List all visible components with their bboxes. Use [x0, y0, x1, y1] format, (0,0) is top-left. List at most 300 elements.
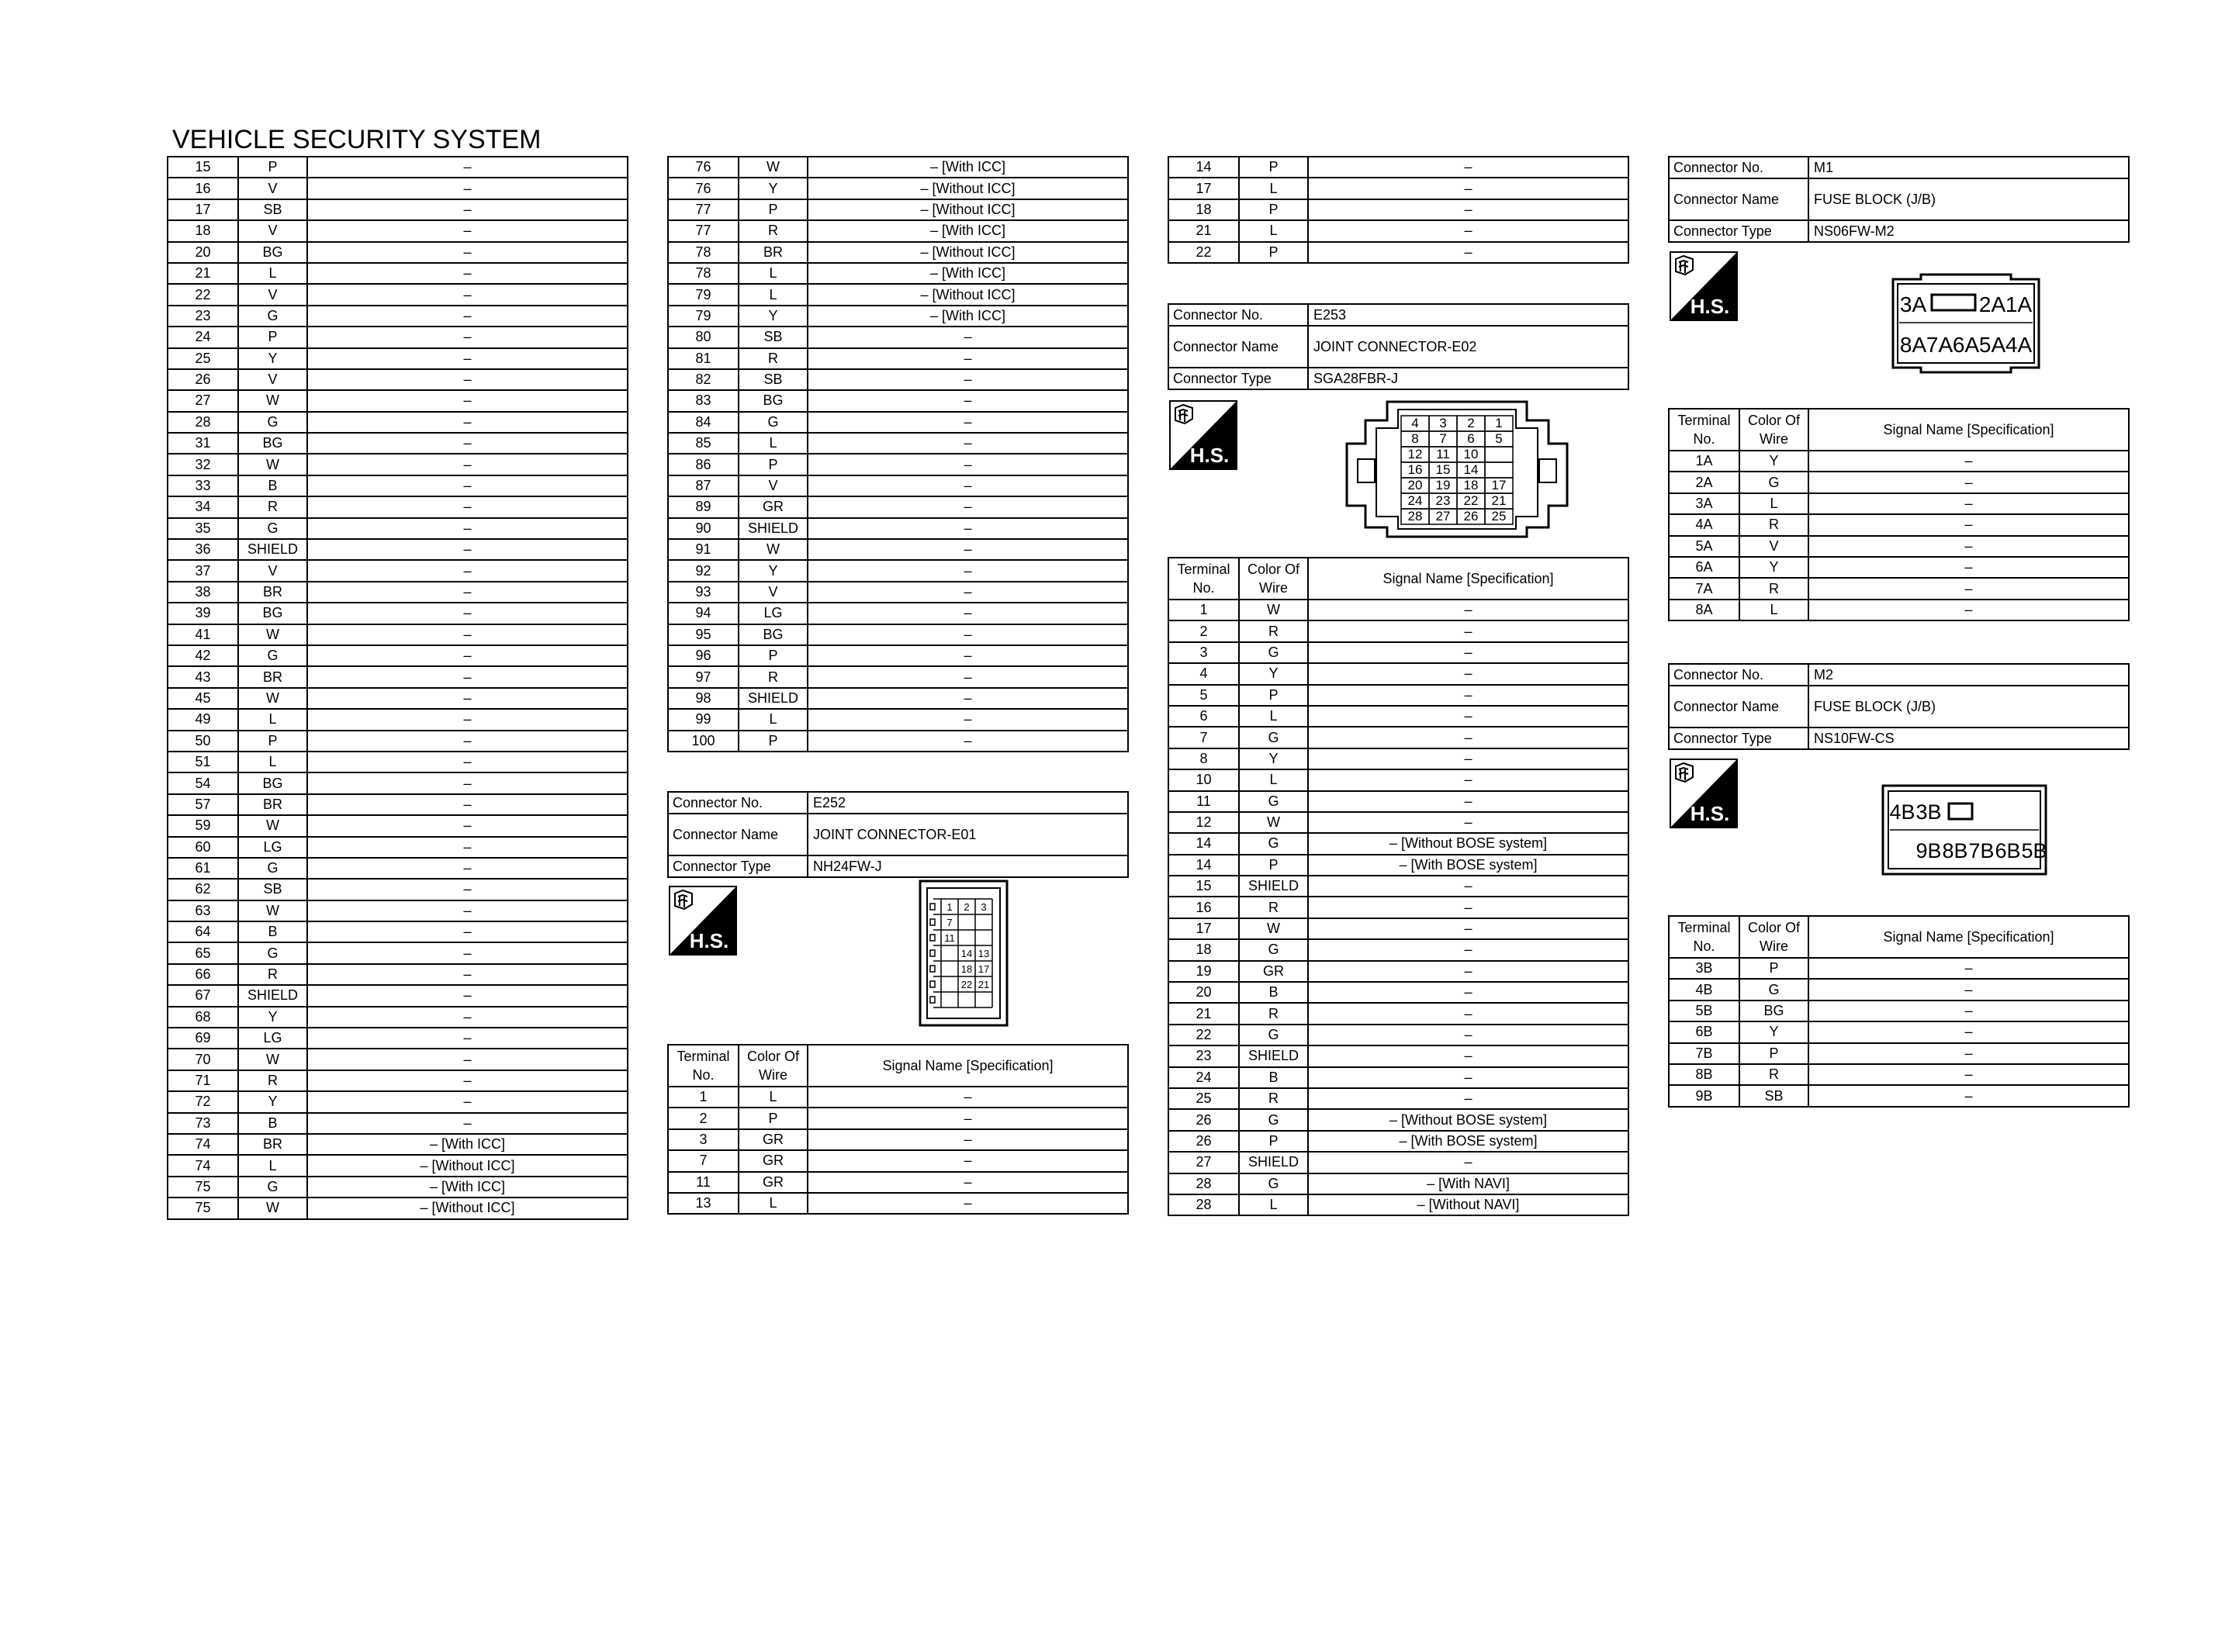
wire-color: P — [739, 645, 808, 666]
signal-name: – — [307, 1049, 628, 1070]
wire-color: P — [739, 199, 808, 220]
signal-name: – — [307, 412, 628, 433]
signal-name: – [Without ICC] — [808, 242, 1128, 263]
terminal-no: 94 — [668, 603, 739, 624]
wire-color: P — [1739, 958, 1808, 979]
table-row — [168, 1134, 628, 1155]
table-row — [668, 539, 1128, 560]
signal-name: – — [307, 284, 628, 305]
wire-color: R — [739, 220, 808, 241]
pin-label: 11 — [944, 932, 955, 944]
terminal-no: 35 — [168, 518, 238, 539]
terminal-no: 79 — [668, 306, 739, 327]
pin-label: 2A — [1978, 292, 2006, 316]
terminal-no: 100 — [668, 731, 739, 752]
header-signal-name: Signal Name [Specification] — [808, 1045, 1128, 1087]
wire-color: GR — [739, 496, 808, 517]
terminal-no: 82 — [668, 369, 739, 390]
header-signal-name: Signal Name [Specification] — [1808, 409, 2129, 451]
pin-label: 8A — [1899, 333, 1927, 357]
signal-name: – — [1308, 961, 1628, 982]
pin-label: 23 — [1435, 493, 1451, 508]
signal-name: – — [1308, 939, 1628, 960]
signal-name: – — [1308, 1003, 1628, 1024]
signal-name: – — [808, 1150, 1128, 1171]
pin-label: 10 — [1463, 447, 1479, 461]
terminal-table-m1 — [1668, 408, 2130, 621]
signal-name: – — [307, 900, 628, 921]
table-row — [668, 666, 1128, 687]
pin-label: 4 — [1411, 416, 1419, 430]
connector-no: M2 — [1808, 664, 2129, 686]
svg-text:H.S.: H.S. — [1189, 444, 1230, 467]
wire-color: B — [1239, 1067, 1308, 1088]
table-row — [168, 1198, 628, 1218]
terminal-no: 8B — [1669, 1064, 1739, 1085]
signal-name: – — [808, 603, 1128, 624]
terminal-no: 22 — [1168, 242, 1239, 263]
table-row — [1168, 982, 1628, 1003]
wire-color: G — [1239, 1025, 1308, 1045]
terminal-no: 72 — [168, 1091, 238, 1112]
table-row — [1168, 199, 1628, 220]
signal-name: – — [1308, 1152, 1628, 1173]
wire-color: SHIELD — [1239, 1152, 1308, 1173]
wire-color: G — [1739, 472, 1808, 492]
table-row — [668, 560, 1128, 581]
table-row — [168, 1113, 628, 1134]
pin-label: 2 — [1467, 416, 1475, 430]
pin-label: 21 — [1491, 493, 1507, 508]
terminal-no: 64 — [168, 921, 238, 942]
terminal-no: 6A — [1669, 557, 1739, 578]
pin-label: 3 — [981, 901, 987, 913]
harness-side-icon — [1670, 251, 1738, 321]
terminal-no: 2 — [1168, 620, 1239, 641]
wire-color: SHIELD — [238, 539, 307, 560]
page-title: VEHICLE SECURITY SYSTEM — [172, 125, 542, 154]
terminal-no: 80 — [668, 327, 739, 347]
pin-label: 8B — [1942, 839, 1968, 862]
pin-label: 11 — [1436, 447, 1450, 461]
pin-label: 21 — [978, 979, 990, 990]
wire-color: SB — [739, 369, 808, 390]
pin-label: 24 — [1407, 493, 1423, 508]
header-terminal-no: Terminal No. — [1669, 409, 1739, 451]
signal-name: – — [1308, 620, 1628, 641]
table-row — [168, 157, 628, 178]
terminal-no: 28 — [1168, 1194, 1239, 1215]
table-row — [1168, 620, 1628, 641]
wire-color: Y — [238, 1091, 307, 1112]
terminal-no: 43 — [168, 666, 238, 687]
table-row — [168, 242, 628, 263]
table-row — [168, 858, 628, 879]
pin-label: 7 — [946, 917, 953, 928]
wire-color: BR — [739, 242, 808, 263]
wire-color: R — [238, 496, 307, 517]
table-row — [668, 688, 1128, 709]
signal-name: – — [808, 1193, 1128, 1214]
table-row — [668, 709, 1128, 730]
signal-name: – — [1308, 600, 1628, 620]
table-row — [668, 348, 1128, 369]
wire-color: P — [1239, 199, 1308, 220]
wire-color: BR — [238, 794, 307, 815]
wire-color: P — [1239, 855, 1308, 876]
signal-name: – — [307, 433, 628, 454]
table-row — [668, 475, 1128, 496]
connector-name-label: Connector Name — [1168, 326, 1308, 368]
signal-name: – — [307, 348, 628, 369]
terminal-no: 6B — [1669, 1021, 1739, 1042]
table-row — [668, 284, 1128, 305]
terminal-no: 57 — [168, 794, 238, 815]
table-row — [668, 178, 1128, 199]
terminal-no: 54 — [168, 772, 238, 793]
wire-color: R — [1739, 514, 1808, 535]
terminal-no: 21 — [168, 263, 238, 284]
table-row — [168, 496, 628, 517]
table-row — [168, 921, 628, 942]
terminal-no: 24 — [168, 327, 238, 347]
table-row — [668, 327, 1128, 347]
wire-color: BG — [238, 433, 307, 454]
wire-color: SB — [739, 327, 808, 347]
table-row — [1168, 1152, 1628, 1173]
pin-label: 1A — [2005, 292, 2033, 316]
signal-name: – [Without ICC] — [307, 1155, 628, 1176]
wire-color: G — [1739, 979, 1808, 1000]
terminal-no: 89 — [668, 496, 739, 517]
header-terminal-no: Terminal No. — [668, 1045, 739, 1087]
terminal-no: 76 — [668, 178, 739, 199]
terminal-no: 24 — [1168, 1067, 1239, 1088]
table-row — [168, 794, 628, 815]
signal-name: – — [1808, 514, 2129, 535]
signal-name: – — [307, 518, 628, 539]
signal-name: – — [808, 624, 1128, 645]
terminal-no: 1 — [668, 1087, 739, 1108]
wire-color: L — [1239, 178, 1308, 199]
signal-name: – — [307, 220, 628, 241]
wire-table-col2 — [667, 156, 1129, 752]
terminal-no: 39 — [168, 603, 238, 624]
wire-color: GR — [1239, 961, 1308, 982]
header-color-of-wire: Color Of Wire — [1739, 916, 1808, 958]
wire-color: LG — [739, 603, 808, 624]
table-row — [1669, 493, 2129, 514]
wire-color: LG — [238, 1028, 307, 1049]
table-row — [1168, 706, 1628, 727]
pin-label: 17 — [1491, 478, 1507, 492]
table-row — [668, 1172, 1128, 1193]
terminal-no: 2 — [668, 1108, 739, 1128]
wire-color: G — [238, 1177, 307, 1198]
terminal-no: 87 — [668, 475, 739, 496]
table-row — [668, 1108, 1128, 1128]
signal-name: – — [808, 327, 1128, 347]
table-row — [1168, 1194, 1628, 1215]
signal-name: – [With ICC] — [307, 1134, 628, 1155]
terminal-no: 8A — [1669, 600, 1739, 620]
signal-name: – — [1308, 1045, 1628, 1066]
signal-name: – — [808, 645, 1128, 666]
wire-color: GR — [739, 1129, 808, 1150]
wire-color: W — [739, 539, 808, 560]
signal-name: – — [307, 475, 628, 496]
table-row — [1669, 1001, 2129, 1021]
terminal-no: 20 — [168, 242, 238, 263]
wire-color: L — [238, 709, 307, 730]
signal-name: – — [1808, 1064, 2129, 1085]
table-row — [668, 1087, 1128, 1108]
terminal-no: 75 — [168, 1198, 238, 1218]
signal-name: – — [1308, 812, 1628, 833]
signal-name: – — [307, 1091, 628, 1112]
table-row — [168, 433, 628, 454]
wire-color: G — [1239, 727, 1308, 748]
terminal-no: 17 — [1168, 918, 1239, 939]
terminal-no: 27 — [1168, 1152, 1239, 1173]
wire-color: L — [739, 263, 808, 284]
signal-name: – — [1808, 493, 2129, 514]
terminal-no: 6 — [1168, 706, 1239, 727]
wire-color: G — [1239, 833, 1308, 854]
signal-name: – [With ICC] — [307, 1177, 628, 1198]
table-row — [1168, 833, 1628, 854]
signal-name: – [With BOSE system] — [1308, 855, 1628, 876]
wire-color: V — [739, 582, 808, 603]
wire-color: L — [1239, 769, 1308, 790]
wire-color: Y — [238, 348, 307, 369]
pin-label: 15 — [1435, 462, 1451, 477]
terminal-no: 26 — [168, 369, 238, 390]
table-row — [168, 1070, 628, 1091]
signal-name: – — [307, 964, 628, 985]
terminal-no: 78 — [668, 242, 739, 263]
pin-label: 1 — [1495, 416, 1503, 430]
signal-name: – — [307, 709, 628, 730]
terminal-no: 7 — [1168, 727, 1239, 748]
wire-color: SB — [1739, 1085, 1808, 1106]
wire-color: Y — [739, 560, 808, 581]
terminal-no: 18 — [1168, 939, 1239, 960]
terminal-no: 77 — [668, 220, 739, 241]
wire-color: G — [238, 518, 307, 539]
wire-color: G — [238, 645, 307, 666]
signal-name: – [With ICC] — [808, 306, 1128, 327]
pin-label: 9B — [1915, 839, 1942, 862]
table-row — [668, 306, 1128, 327]
terminal-no: 76 — [668, 157, 739, 178]
signal-name: – — [1308, 685, 1628, 706]
wire-color: Y — [1739, 557, 1808, 578]
terminal-no: 15 — [1168, 876, 1239, 897]
table-row — [1168, 600, 1628, 620]
table-row — [1168, 220, 1628, 241]
terminal-no: 37 — [168, 560, 238, 581]
terminal-no: 62 — [168, 879, 238, 900]
table-row — [668, 412, 1128, 433]
terminal-no: 18 — [1168, 199, 1239, 220]
wire-color: P — [739, 1108, 808, 1128]
pin-label: 25 — [1491, 509, 1507, 524]
terminal-no: 15 — [168, 157, 238, 178]
connector-diagram-e253 — [1341, 397, 1573, 541]
header-color-of-wire: Color Of Wire — [739, 1045, 808, 1087]
connector-no-label: Connector No. — [1168, 304, 1308, 326]
pin-label: 7A — [1926, 333, 1954, 357]
table-row — [168, 369, 628, 390]
wire-color: P — [1239, 1131, 1308, 1152]
wire-color: GR — [739, 1150, 808, 1171]
table-row — [168, 942, 628, 963]
terminal-no: 11 — [668, 1172, 739, 1193]
table-row — [668, 645, 1128, 666]
signal-name: – — [1308, 1025, 1628, 1045]
table-row — [168, 454, 628, 475]
signal-name: – — [307, 985, 628, 1006]
terminal-no: 19 — [1168, 961, 1239, 982]
terminal-no: 22 — [1168, 1025, 1239, 1045]
terminal-no: 9B — [1669, 1085, 1739, 1106]
connector-name: JOINT CONNECTOR-E02 — [1308, 326, 1628, 368]
wire-color: L — [739, 1193, 808, 1214]
signal-name: – — [1808, 578, 2129, 599]
wire-color: W — [238, 688, 307, 709]
table-row — [168, 1155, 628, 1176]
signal-name: – — [307, 157, 628, 178]
wire-color: BG — [238, 603, 307, 624]
connector-name: FUSE BLOCK (J/B) — [1808, 178, 2129, 220]
pin-label: 6A — [1952, 333, 1980, 357]
wire-color: W — [238, 1049, 307, 1070]
table-row — [1669, 958, 2129, 979]
wire-color: BG — [238, 772, 307, 793]
connector-name: JOINT CONNECTOR-E01 — [808, 814, 1128, 855]
connector-no-label: Connector No. — [1669, 157, 1808, 178]
table-row — [1168, 812, 1628, 833]
signal-name: – — [808, 1108, 1128, 1128]
wire-color: BG — [739, 390, 808, 411]
signal-name: – — [307, 390, 628, 411]
terminal-no: 1A — [1669, 451, 1739, 472]
pin-label: 27 — [1435, 509, 1451, 524]
connector-type: SGA28FBR-J — [1308, 368, 1628, 389]
terminal-no: 11 — [1168, 791, 1239, 812]
connector-info-m1 — [1668, 156, 2130, 243]
terminal-no: 98 — [668, 688, 739, 709]
connector-info-m2 — [1668, 663, 2130, 750]
wire-color: BG — [739, 624, 808, 645]
terminal-no: 17 — [168, 199, 238, 220]
signal-name: – [Without ICC] — [307, 1198, 628, 1218]
pin-label: 4A — [2005, 333, 2033, 357]
terminal-no: 79 — [668, 284, 739, 305]
pin-label: 1 — [946, 901, 953, 913]
wire-color: Y — [1239, 748, 1308, 769]
terminal-no: 45 — [168, 688, 238, 709]
wire-color: W — [238, 900, 307, 921]
table-row — [1168, 897, 1628, 918]
table-row — [668, 496, 1128, 517]
wire-color: P — [739, 731, 808, 752]
table-row — [1168, 769, 1628, 790]
signal-name: – — [808, 390, 1128, 411]
table-row — [668, 1129, 1128, 1150]
signal-name: – — [307, 731, 628, 752]
wire-color: R — [739, 348, 808, 369]
signal-name: – — [808, 666, 1128, 687]
terminal-no: 90 — [668, 518, 739, 539]
wire-color: P — [1739, 1043, 1808, 1064]
signal-name: – — [808, 1087, 1128, 1108]
signal-name: – — [808, 560, 1128, 581]
signal-name: – — [307, 688, 628, 709]
terminal-no: 85 — [668, 433, 739, 454]
terminal-no: 42 — [168, 645, 238, 666]
wire-color: B — [238, 1113, 307, 1134]
signal-name: – — [1308, 876, 1628, 897]
table-row — [1168, 1109, 1628, 1130]
signal-name: – [With NAVI] — [1308, 1173, 1628, 1194]
signal-name: – [With ICC] — [808, 157, 1128, 178]
table-row — [668, 582, 1128, 603]
terminal-no: 20 — [1168, 982, 1239, 1003]
table-row — [168, 731, 628, 752]
terminal-no: 5B — [1669, 1001, 1739, 1021]
terminal-no: 14 — [1168, 833, 1239, 854]
terminal-no: 34 — [168, 496, 238, 517]
table-row — [168, 199, 628, 220]
signal-name: – [With ICC] — [808, 263, 1128, 284]
wire-color: B — [238, 475, 307, 496]
table-row — [1168, 961, 1628, 982]
table-row — [168, 603, 628, 624]
terminal-no: 4 — [1168, 663, 1239, 684]
terminal-no: 86 — [668, 454, 739, 475]
table-row — [168, 475, 628, 496]
terminal-no: 5 — [1168, 685, 1239, 706]
wire-color: R — [739, 666, 808, 687]
table-row — [668, 369, 1128, 390]
terminal-no: 31 — [168, 433, 238, 454]
table-row — [1669, 514, 2129, 535]
terminal-no: 14 — [1168, 855, 1239, 876]
signal-name: – — [307, 772, 628, 793]
wire-color: W — [739, 157, 808, 178]
terminal-no: 3A — [1669, 493, 1739, 514]
terminal-no: 41 — [168, 624, 238, 645]
terminal-no: 96 — [668, 645, 739, 666]
wire-color: W — [238, 815, 307, 836]
signal-name: – — [1308, 199, 1628, 220]
terminal-no: 5A — [1669, 536, 1739, 557]
signal-name: – — [307, 879, 628, 900]
pin-label: 22 — [960, 979, 973, 990]
wire-color: G — [238, 412, 307, 433]
terminal-no: 32 — [168, 454, 238, 475]
wire-color: L — [1739, 600, 1808, 620]
table-row — [1168, 157, 1628, 178]
terminal-no: 7B — [1669, 1043, 1739, 1064]
signal-name: – — [808, 1172, 1128, 1193]
table-row — [668, 454, 1128, 475]
wire-color: V — [238, 560, 307, 581]
signal-name: – — [808, 731, 1128, 752]
header-terminal-no: Terminal No. — [1669, 916, 1739, 958]
